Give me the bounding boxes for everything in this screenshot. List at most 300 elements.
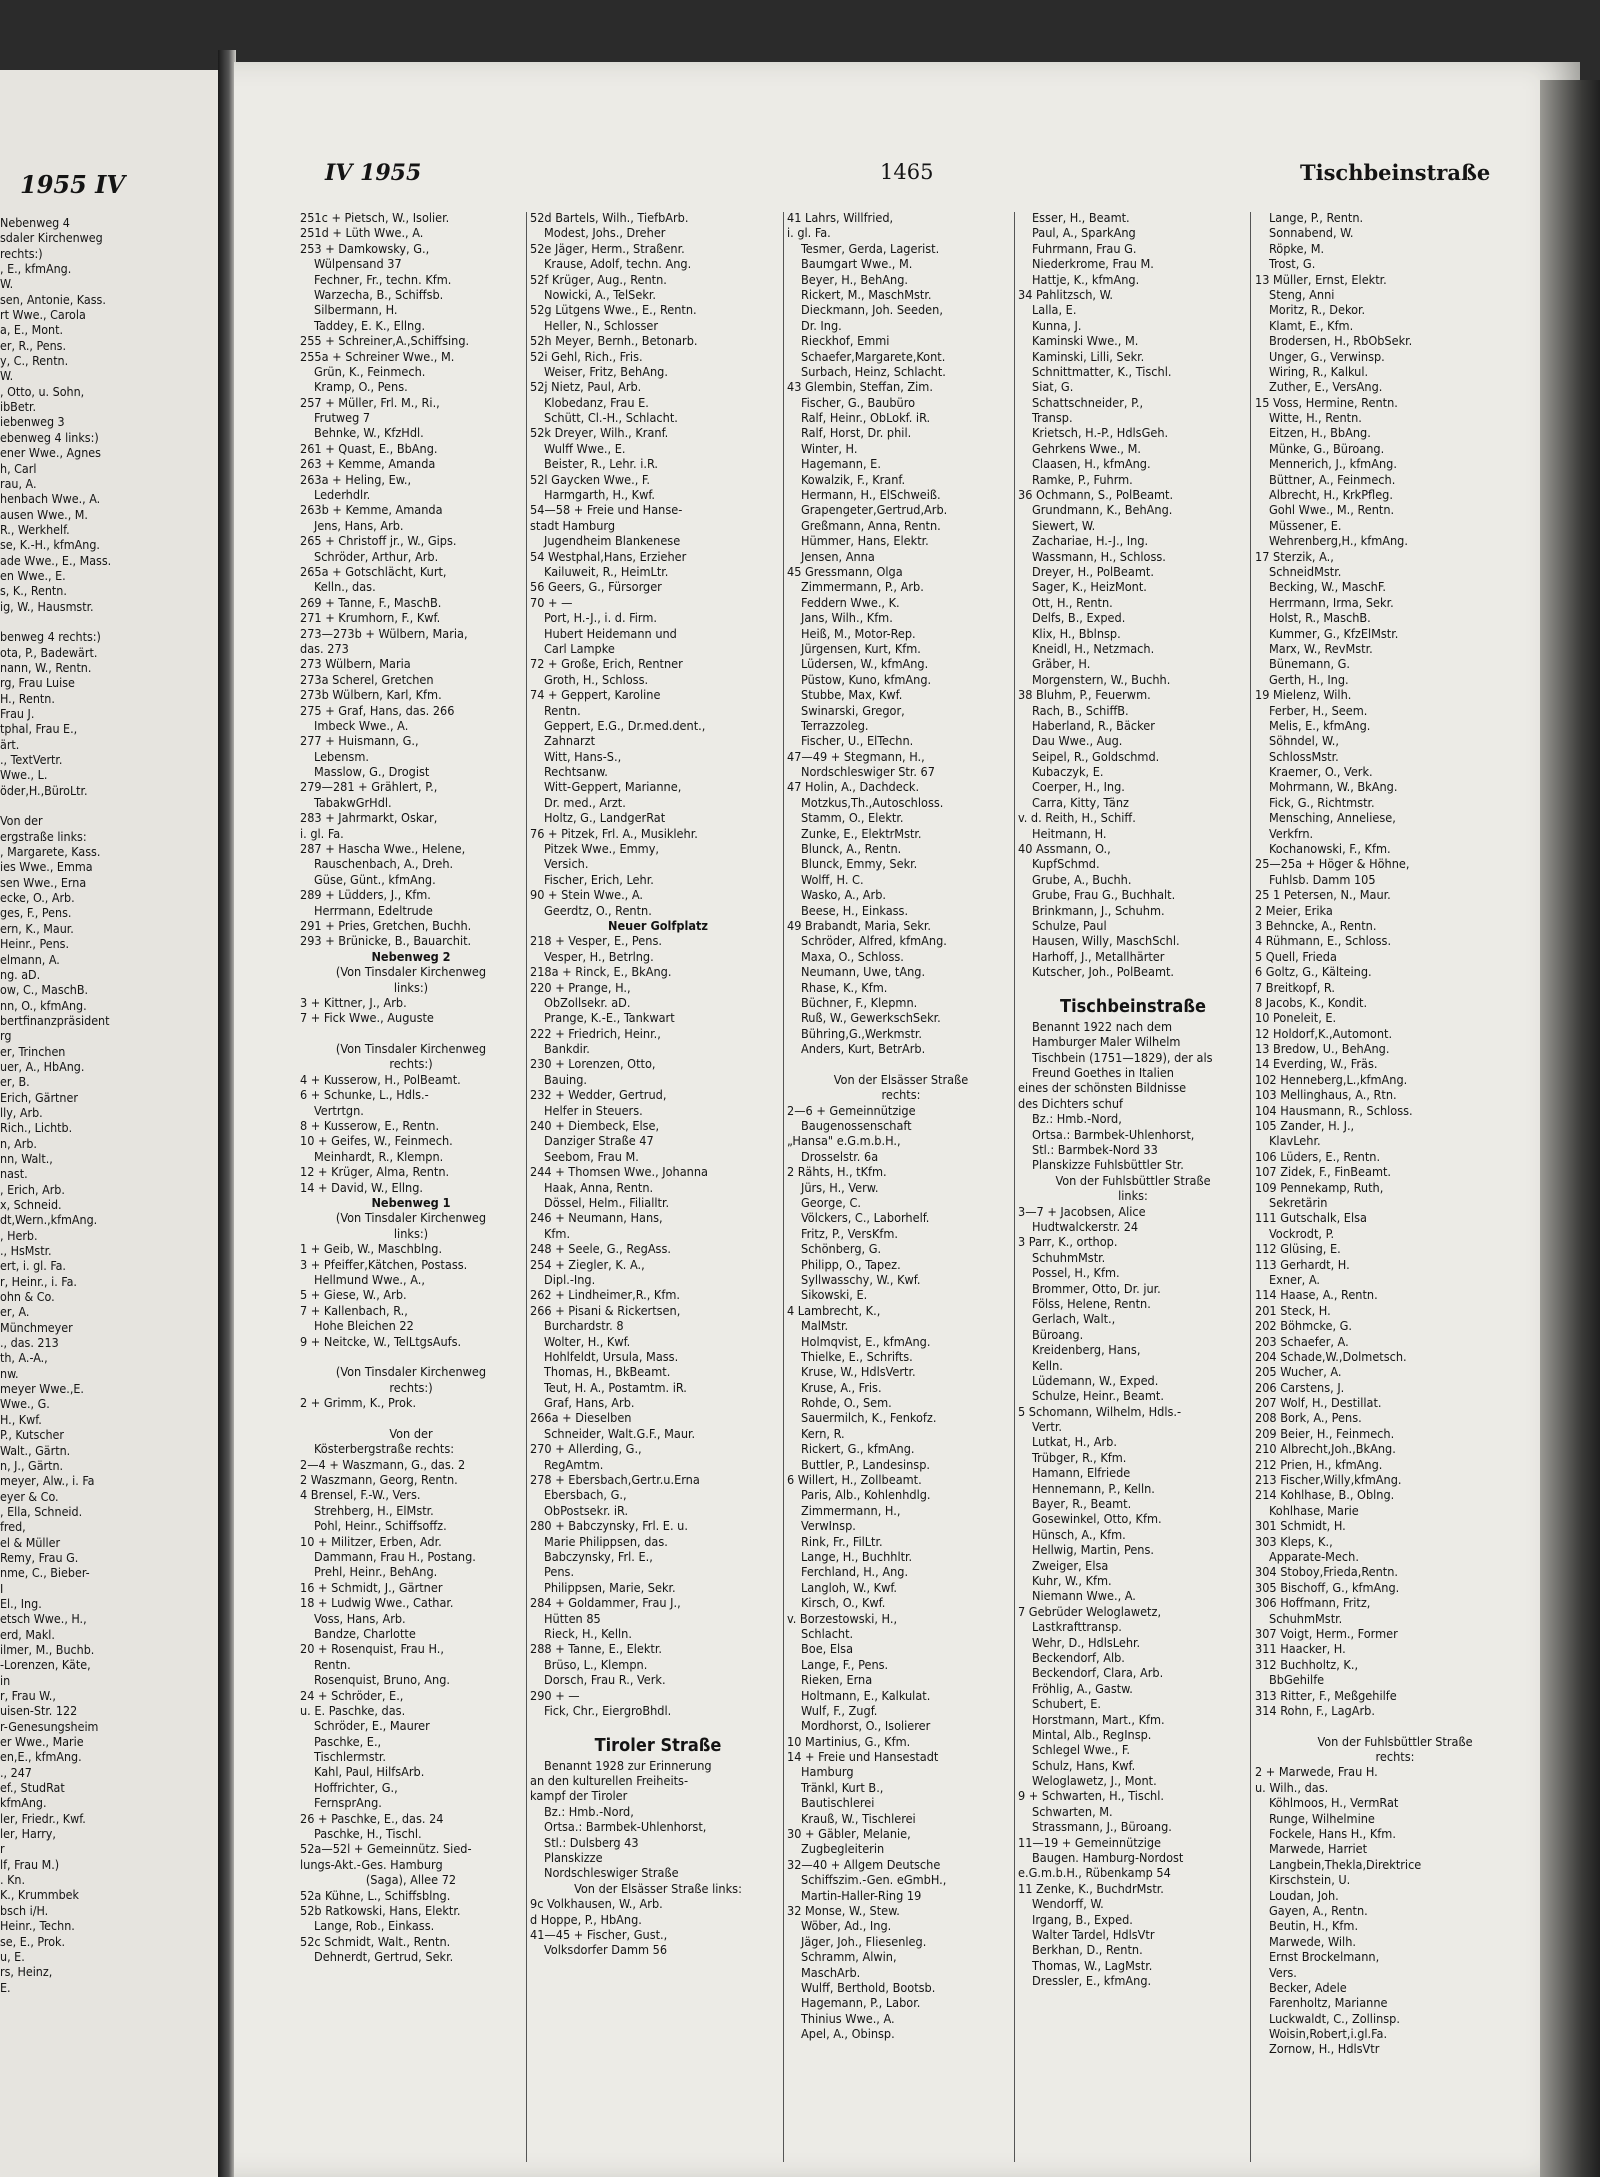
directory-entry: 248 + Seele, G., RegAss. [530,1241,671,1257]
directory-entry: Voss, Hans, Arb. [314,1610,406,1626]
left-page-line: rt Wwe., Carola [0,307,86,323]
directory-entry: SchuhmMstr. [1032,1249,1106,1265]
left-page-line: K., Krummbek [0,1887,79,1903]
left-page-line: -Lorenzen, Käte, [0,1657,91,1673]
directory-entry: (Saga), Allee 72 [365,1872,457,1888]
directory-entry: Marwede, Harriet [1269,1841,1368,1857]
left-page-line: W. [0,368,14,384]
directory-entry: SchuhmMstr. [1269,1610,1343,1626]
left-page-line: in [0,1672,11,1688]
directory-entry: 277 + Huismann, G., [300,733,419,749]
directory-entry: Paris, Alb., Kohlenhdlg. [801,1487,931,1503]
directory-entry: Hohlfeldt, Ursula, Mass. [544,1348,679,1364]
directory-entry: Zimmermann, H., [801,1502,901,1518]
page-header-street: Tischbeinstraße [1300,160,1491,185]
directory-entry: Morgenstern, W., Buchh. [1032,671,1171,687]
directory-entry: Hütten 85 [544,1610,601,1626]
directory-entry: 2—4 + Waszmann, G., das. 2 [300,1456,466,1472]
left-page-line: er, Trinchen [0,1043,66,1059]
section-heading: Neuer Golfplatz [608,917,708,933]
left-page-line: er, R., Pens. [0,337,66,353]
directory-entry: Vers. [1269,1964,1297,1980]
directory-entry: Herrmann, Irma, Sekr. [1269,594,1394,610]
directory-entry: Büttner, A., Feinmech. [1269,471,1396,487]
directory-entry: Hoffrichter, G., [314,1779,398,1795]
directory-entry: ObPostsekr. iR. [544,1502,629,1518]
directory-entry: Schlacht. [801,1625,854,1641]
left-page-line: rs, Heinz, [0,1964,53,1980]
left-page-line: er, A. [0,1304,30,1320]
directory-entry: rechts: [1375,1749,1415,1765]
directory-entry: 34 Pahlitzsch, W. [1018,286,1113,302]
directory-entry: 3—7 + Jacobsen, Alice [1018,1203,1146,1219]
directory-entry: Marx, W., RevMstr. [1269,640,1373,656]
directory-entry: 288 + Tanne, E., Elektr. [530,1641,662,1657]
directory-entry: 30 + Gäbler, Melanie, [787,1826,911,1842]
directory-entry: 3 Parr, K., orthop. [1018,1234,1118,1250]
directory-entry: SchlossMstr. [1269,748,1339,764]
directory-entry: Luckwaldt, C., Zollinsp. [1269,2010,1400,2026]
left-page-line: a, E., Mont. [0,322,63,338]
directory-entry: Harhoff, J., Metallhärter [1032,948,1165,964]
left-page-line: etsch Wwe., H., [0,1611,87,1627]
directory-entry: Kirschstein, U. [1269,1872,1351,1888]
directory-entry: Klamt, E., Kfm. [1269,317,1354,333]
left-page-line: , E., kfmAng. [0,261,72,277]
directory-entry: Becker, Adele [1269,1979,1347,1995]
directory-entry: 203 Schaefer, A. [1255,1333,1349,1349]
directory-entry: Krause, Adolf, techn. Ang. [544,256,692,272]
directory-entry: 273a Scherel, Gretchen [300,671,434,687]
left-page-line: r, Frau W., [0,1688,56,1703]
directory-column-1 [300,210,522,1965]
directory-entry: Wolter, H., Kwf. [544,1333,631,1349]
directory-entry: Ebersbach, G., [544,1487,627,1503]
directory-entry: Wehrenberg,H., kfmAng. [1269,533,1408,549]
left-page-line: el & Müller [0,1534,61,1550]
directory-entry: an den kulturellen Freiheits- [530,1773,689,1789]
directory-entry: 246 + Neumann, Hans, [530,1210,663,1226]
directory-entry: 8 + Kusserow, E., Rentn. [300,1118,440,1134]
directory-entry: Bz.: Hmb.-Nord, [544,1803,634,1819]
left-page-line: iebenweg 3 [0,414,65,430]
left-page-line: sen, Antonie, Kass. [0,291,106,307]
directory-entry: Vockrodt, P. [1269,1225,1335,1241]
directory-entry: Babczynsky, Frl. E., [544,1548,653,1564]
directory-entry: Dössel, Helm., Filialltr. [544,1195,670,1210]
directory-entry: 52l Gaycken Wwe., F. [530,471,651,487]
directory-entry: Stl.: Dulsberg 43 [544,1834,639,1850]
directory-entry: Beister, R., Lehr. i.R. [544,456,658,472]
directory-entry: Vertrtgn. [314,1102,364,1118]
directory-entry: Heitmann, H. [1032,825,1107,841]
directory-entry: 52j Nietz, Paul, Arb. [530,379,642,395]
directory-entry: Büroang. [1032,1326,1084,1342]
directory-entry: Geppert, E.G., Dr.med.dent., [544,717,706,733]
directory-entry: Hellwig, Martin, Pens. [1032,1542,1154,1558]
directory-entry: Stubbe, Max, Kwf. [801,687,903,703]
directory-entry: 49 Brabandt, Maria, Sekr. [787,917,932,933]
directory-entry: Bankdir. [544,1041,590,1057]
directory-entry: 207 Wolf, H., Destillat. [1255,1395,1382,1411]
directory-entry: Kern, R. [801,1425,845,1441]
directory-entry: Wiring, R., Kalkul. [1269,363,1369,379]
directory-entry: Possel, H., Kfm. [1032,1265,1120,1281]
directory-entry: Tesmer, Gerda, Lagerist. [801,240,940,256]
directory-entry: Prehl, Heinr., BehAng. [314,1564,438,1580]
directory-entry: Heller, N., Schlosser [544,317,659,333]
left-page-line: uisen-Str. 122 [0,1703,78,1719]
directory-entry: Schulze, Heinr., Beamt. [1032,1388,1164,1404]
directory-entry: 280 + Babczynsky, Frl. E. u. [530,1518,688,1534]
directory-entry: Rohde, O., Sem. [801,1395,892,1411]
directory-entry: 2 Meier, Erika [1255,902,1333,918]
directory-entry: i. gl. Fa. [787,225,831,241]
left-page-line: Von der [0,813,43,829]
directory-entry: Kummer, G., KfzElMstr. [1269,625,1399,641]
directory-entry: Haberland, R., Bäcker [1032,717,1155,733]
left-page-line: . Kn. [0,1872,25,1888]
left-page-line: lly, Arb. [0,1104,43,1120]
directory-entry: 40 Assmann, O., [1018,841,1111,857]
directory-entry: e.G.m.b.H., Rübenkamp 54 [1018,1865,1171,1881]
directory-entry: Kfm. [544,1225,571,1241]
directory-entry: Greßmann, Anna, Rentn. [801,517,941,533]
directory-entry: Ernst Brockelmann, [1269,1949,1380,1965]
directory-entry: Feddern Wwe., K. [801,594,900,610]
directory-entry: 314 Rohn, F., LagArb. [1255,1702,1375,1718]
directory-entry: 106 Lüders, E., Rentn. [1255,1148,1381,1164]
directory-entry: 11—19 + Gemeinnützige [1018,1834,1162,1850]
directory-entry: 74 + Geppert, Karoline [530,687,661,703]
directory-entry: Lastkrafttransp. [1032,1619,1122,1635]
directory-entry: SchneidMstr. [1269,563,1342,579]
directory-entry: 45 Gressmann, Olga [787,563,903,579]
left-page-line: nn, Walt., [0,1150,53,1166]
directory-entry: Ralf, Horst, Dr. phil. [801,425,912,441]
directory-entry: 293 + Brünicke, B., Bauarchit. [300,933,472,949]
left-page-line: n, J., Gärtn. [0,1457,64,1473]
left-page-line: rau, A. [0,475,37,491]
directory-entry: Sekretärin [1269,1195,1328,1210]
directory-entry: Rickert, M., MaschMstr. [801,286,932,302]
directory-entry: d Hoppe, P., HbAng. [530,1911,642,1927]
directory-entry: 52k Dreyer, Wilh., Kranf. [530,425,669,441]
directory-entry: Krietsch, H.-P., HdlsGeh. [1032,425,1169,441]
directory-entry: 72 + Große, Erich, Rentner [530,656,683,672]
directory-entry: 104 Hausmann, R., Schloss. [1255,1102,1413,1118]
directory-entry: 52b Ratkowski, Hans, Elektr. [300,1902,461,1918]
directory-entry [1255,1718,1535,1733]
directory-entry: BbGehilfe [1269,1672,1325,1688]
left-page-line: R., Werkhelf. [0,521,70,537]
directory-entry: 202 Böhmcke, G. [1255,1318,1353,1334]
left-page-line: u, E. [0,1948,25,1964]
directory-entry: Blunck, A., Rentn. [801,841,902,857]
page-number: 1465 [880,160,934,184]
directory-entry: Mohrmann, W., BkAng. [1269,779,1398,795]
directory-entry: Pohl, Heinr., Schiffsoffz. [314,1518,447,1534]
directory-entry: 3 + Kittner, J., Arb. [300,994,407,1010]
directory-entry: 230 + Lorenzen, Otto, [530,1056,656,1072]
directory-entry: Dr. med., Arzt. [544,794,626,810]
left-page-line: ota, P., Badewärt. [0,644,98,660]
directory-entry: 307 Voigt, Herm., Former [1255,1625,1398,1641]
directory-entry: des Dichters schuf [1018,1095,1124,1111]
directory-entry: 305 Bischoff, G., kfmAng. [1255,1579,1400,1595]
directory-entry: Dieckmann, Joh. Seeden, [801,302,943,318]
directory-entry: Rhase, K., Kfm. [801,979,888,995]
directory-entry: Kraemer, O., Verk. [1269,764,1373,780]
directory-entry: Geerdtz, O., Rentn. [544,902,652,918]
left-page-line [0,798,212,813]
directory-entry: 6 + Schunke, L., Hdls.- [300,1087,429,1103]
directory-entry: Versich. [544,856,589,872]
directory-entry: 2 + Marwede, Frau H. [1255,1764,1378,1780]
directory-entry: 218 + Vesper, E., Pens. [530,933,662,949]
left-page-column [0,215,212,1995]
directory-entry: 13 Müller, Ernst, Elektr. [1255,271,1387,287]
directory-entry: Ortsa.: Barmbek-Uhlenhorst, [544,1819,707,1835]
directory-entry: Krauß, W., Tischlerei [801,1810,916,1826]
left-page-line: er, B. [0,1074,30,1090]
directory-entry: Dau Wwe., Aug. [1032,733,1123,749]
directory-entry: das. 273 [300,640,349,656]
directory-entry: Strehberg, H., ElMstr. [314,1502,434,1518]
directory-entry: lungs-Akt.-Ges. Hamburg [300,1856,443,1872]
directory-entry: 7 + Kallenbach, R., [300,1302,408,1318]
left-page-line: Wwe., L. [0,767,48,783]
directory-entry: 257 + Müller, Frl. M., Ri., [300,394,440,410]
directory-entry: rechts:) [389,1379,433,1395]
directory-entry: 266a + Dieselben [530,1410,632,1426]
directory-entry: 5 Quell, Frieda [1255,948,1337,964]
directory-entry: 2 + Grimm, K., Prok. [300,1395,417,1411]
directory-entry: 283 + Jahrmarkt, Oskar, [300,810,438,826]
directory-entry: Apparate-Mech. [1269,1548,1359,1564]
left-page-line: P., Kutscher [0,1427,64,1443]
directory-entry: Lüdemann, W., Exped. [1032,1372,1159,1388]
directory-entry: v. d. Reith, H., Schiff. [1018,810,1136,826]
left-page-line: Walt., Gärtn. [0,1442,71,1458]
directory-entry: 222 + Friedrich, Heinr., [530,1025,661,1041]
directory-entry: 313 Ritter, F., Meßgehilfe [1255,1687,1397,1703]
left-page-line: ges, F., Pens. [0,905,72,921]
directory-entry: Harmgarth, H., Kwf. [544,487,656,503]
directory-entry: Tränkl, Kurt B., [801,1779,884,1795]
directory-entry: Trübger, R., Kfm. [1032,1449,1127,1465]
directory-entry: Holst, R., MaschB. [1269,610,1371,626]
directory-entry: 47—49 + Stegmann, H., [787,748,925,764]
left-page-line: , Margarete, Kass. [0,844,101,860]
directory-entry: TabakwGrHdl. [314,794,392,810]
directory-entry: Söhndel, W., [1269,733,1339,749]
directory-entry: Behnke, W., KfzHdl. [314,425,424,441]
directory-entry: Woisin,Robert,i.gl.Fa. [1269,2026,1388,2042]
directory-entry: (Von Tinsdaler Kirchenweg [335,1041,487,1057]
directory-entry: 19 Mielenz, Wilh. [1255,687,1352,703]
directory-entry: Thomas, H., BkBeamt. [544,1364,671,1380]
directory-entry: Kunna, J. [1032,317,1082,333]
directory-entry: 9c Volkhausen, W., Arb. [530,1896,663,1912]
left-page-line: ibBetr. [0,399,37,415]
directory-entry: Wasko, A., Arb. [801,887,886,903]
directory-entry: 12 + Krüger, Alma, Rentn. [300,1164,450,1180]
directory-entry: Hamburg [801,1764,854,1780]
directory-entry: Von der Fuhlsbüttler Straße [1055,1172,1211,1188]
directory-entry: Fick, Chr., EiergroBhdl. [544,1702,672,1718]
directory-entry: (Von Tinsdaler Kirchenweg [335,1210,487,1226]
left-page-line: bsch i/H. [0,1902,49,1918]
left-page-line: bertfinanzpräsident [0,1012,110,1028]
directory-entry: Melis, E., kfmAng. [1269,717,1371,733]
directory-entry: Schröder, Alfred, kfmAng. [801,933,947,949]
directory-entry: 301 Schmidt, H. [1255,1518,1346,1534]
directory-entry: 266 + Pisani & Rickertsen, [530,1302,681,1318]
left-page-line: en Wwe., E. [0,567,66,583]
directory-entry: Zugbegleiterin [801,1841,885,1857]
directory-entry: 273—273b + Wülbern, Maria, [300,625,468,641]
directory-entry: Kösterbergstraße rechts: [314,1441,455,1457]
directory-entry: Gosewinkel, Otto, Kfm. [1032,1511,1162,1527]
directory-entry: links: [1118,1188,1148,1204]
directory-entry: Thielke, E., Schrifts. [801,1348,913,1364]
directory-entry: Haak, Anna, Rentn. [544,1179,654,1195]
directory-entry: 32 Monse, W., Stew. [787,1902,900,1918]
directory-entry: Taddey, E. K., Ellng. [314,317,426,333]
left-page-line: I [0,1580,4,1596]
directory-entry: Carra, Kitty, Tänz [1032,794,1129,810]
directory-entry: 304 Stoboy,Frieda,Rentn. [1255,1564,1399,1580]
directory-entry: Brommer, Otto, Dr. jur. [1032,1280,1161,1296]
directory-entry: 213 Fischer,Willy,kfmAng. [1255,1472,1402,1488]
directory-entry: Ortsa.: Barmbek-Uhlenhorst, [1032,1126,1195,1142]
directory-entry: 4 + Kusserow, H., PolBeamt. [300,1071,461,1087]
directory-entry [300,1026,522,1041]
directory-entry: 269 + Tanne, F., MaschB. [300,594,442,610]
directory-entry: Stl.: Barmbek-Nord 33 [1032,1142,1158,1158]
directory-entry: Exner, A. [1269,1271,1320,1287]
left-page-line: ig, W., Hausmstr. [0,598,94,614]
left-page-line: se, K.-H., kfmAng. [0,537,100,553]
directory-entry: Masslow, G., Drogist [314,764,430,780]
left-page-line: sdaler Kirchenweg [0,230,103,246]
directory-entry: Mordhorst, O., Isolierer [801,1718,931,1734]
directory-entry: 114 Haase, A., Rentn. [1255,1287,1378,1303]
directory-entry: Kaminski, Lilli, Sekr. [1032,348,1145,364]
directory-entry: Wehr, D., HdlsLehr. [1032,1634,1141,1650]
directory-entry: Köhlmoos, H., VermRat [1269,1795,1399,1811]
directory-entry: Kutscher, Joh., PolBeamt. [1032,964,1175,980]
directory-entry: 10 + Militzer, Erben, Adr. [300,1533,442,1549]
left-page-line: H., Rentn. [0,690,55,706]
directory-entry: Weloglawetz, J., Mont. [1032,1773,1157,1789]
section-heading: Nebenweg 2 [371,948,451,964]
directory-entry: Baugenossenschaft [801,1118,912,1134]
left-page-line: r, Heinr., i. Fa. [0,1273,77,1289]
directory-entry: Lange, Rob., Einkass. [314,1918,435,1934]
directory-entry: Langloh, W., Kwf. [801,1579,897,1595]
directory-entry: Port, H.-J., i. d. Firm. [544,610,657,626]
directory-entry: 16 + Schmidt, J., Gärtner [300,1579,443,1595]
directory-entry: 107 Zidek, F., FinBeamt. [1255,1164,1392,1180]
directory-entry [787,1056,1015,1071]
left-page-line: Münchmeyer [0,1319,73,1335]
directory-entry: Langbein,Thekla,Direktrice [1269,1856,1422,1872]
left-page-line: r [0,1841,5,1857]
directory-entry: Imbeck Wwe., A. [314,717,409,733]
directory-entry: Rink, Fr., FilLtr. [801,1533,883,1549]
directory-entry: Albrecht, H., KrkPfleg. [1269,487,1393,503]
left-page-line: en,E., kfmAng. [0,1749,82,1765]
directory-entry: Kreidenberg, Hans, [1032,1342,1141,1358]
directory-entry: Bünemann, G. [1269,656,1351,672]
directory-entry: Becking, W., MaschF. [1269,579,1386,595]
directory-entry: Kowalzik, F., Kranf. [801,471,906,487]
directory-entry: Lebensm. [314,748,369,764]
directory-entry: Röpke, M. [1269,240,1325,256]
directory-entry: Mensching, Anneliese, [1269,810,1396,826]
directory-entry: Paschke, E., [314,1733,382,1749]
directory-entry: Paschke, H., Tischl. [314,1826,422,1842]
directory-entry: links:) [393,979,429,995]
directory-entry: Graf, Hans, Arb. [544,1395,635,1411]
directory-entry: Grün, K., Feinmech. [314,363,426,379]
directory-entry: 10 Poneleit, E. [1255,1010,1337,1026]
directory-entry: Nordschleswiger Str. 67 [801,764,935,780]
directory-entry: Kelln. [1032,1357,1063,1373]
left-page-line: ., 247 [0,1764,32,1780]
directory-entry: Maxa, O., Schloss. [801,948,904,964]
directory-entry: Hudtwalckerstr. 24 [1032,1219,1139,1234]
directory-entry: 209 Beier, H., Feinmech. [1255,1425,1395,1441]
directory-entry: Marwede, Wilh. [1269,1933,1356,1949]
directory-entry: 14 + Freie und Hansestadt [787,1749,939,1765]
directory-entry: 105 Zander, H. J., [1255,1118,1355,1134]
directory-entry: 103 Mellinghaus, A., Rtn. [1255,1087,1397,1103]
directory-entry: 206 Carstens, J. [1255,1379,1345,1395]
directory-entry: Weiser, Fritz, BehAng. [544,363,668,379]
directory-entry: 262 + Lindheimer,R., Kfm. [530,1287,680,1303]
directory-entry: Fritz, P., VersKfm. [801,1225,898,1241]
directory-entry: Terrazzoleg. [801,717,869,733]
left-page-line: , Herb. [0,1227,38,1243]
left-page-line: nme, C., Bieber- [0,1565,90,1581]
directory-entry: Gayen, A., Rentn. [1269,1902,1368,1918]
directory-entry: Baugen. Hamburg-Nordost [1032,1850,1184,1866]
directory-entry: Hohe Bleichen 22 [314,1318,414,1334]
directory-entry: Gerlach, Walt., [1032,1311,1116,1327]
directory-entry: 290 + — [530,1687,580,1703]
directory-entry: 109 Pennekamp, Ruth, [1255,1179,1384,1195]
directory-entry: Irgang, B., Exped. [1032,1911,1133,1927]
left-page-line: , Erich, Arb. [0,1181,65,1197]
directory-entry: 6 Goltz, G., Kälteing. [1255,964,1372,980]
directory-entry: Schwarten, M. [1032,1803,1113,1819]
directory-entry: 54—58 + Freie und Hanse- [530,502,683,518]
directory-entry [300,1410,522,1425]
directory-entry: Pens. [544,1564,575,1580]
directory-entry: Fischer, Erich, Lehr. [544,871,654,887]
left-page-line: ng. aD. [0,966,41,982]
directory-entry: 12 Holdorf,K.,Automont. [1255,1025,1393,1041]
directory-entry: Witt-Geppert, Marianne, [544,779,682,795]
directory-entry: Ott, H., Rentn. [1032,594,1113,610]
directory-column-2 [530,210,786,1958]
directory-entry: Kramp, O., Pens. [314,379,408,395]
section-heading: Nebenweg 1 [371,1195,451,1210]
directory-entry: 4 Brensel, F.-W., Vers. [300,1487,421,1503]
